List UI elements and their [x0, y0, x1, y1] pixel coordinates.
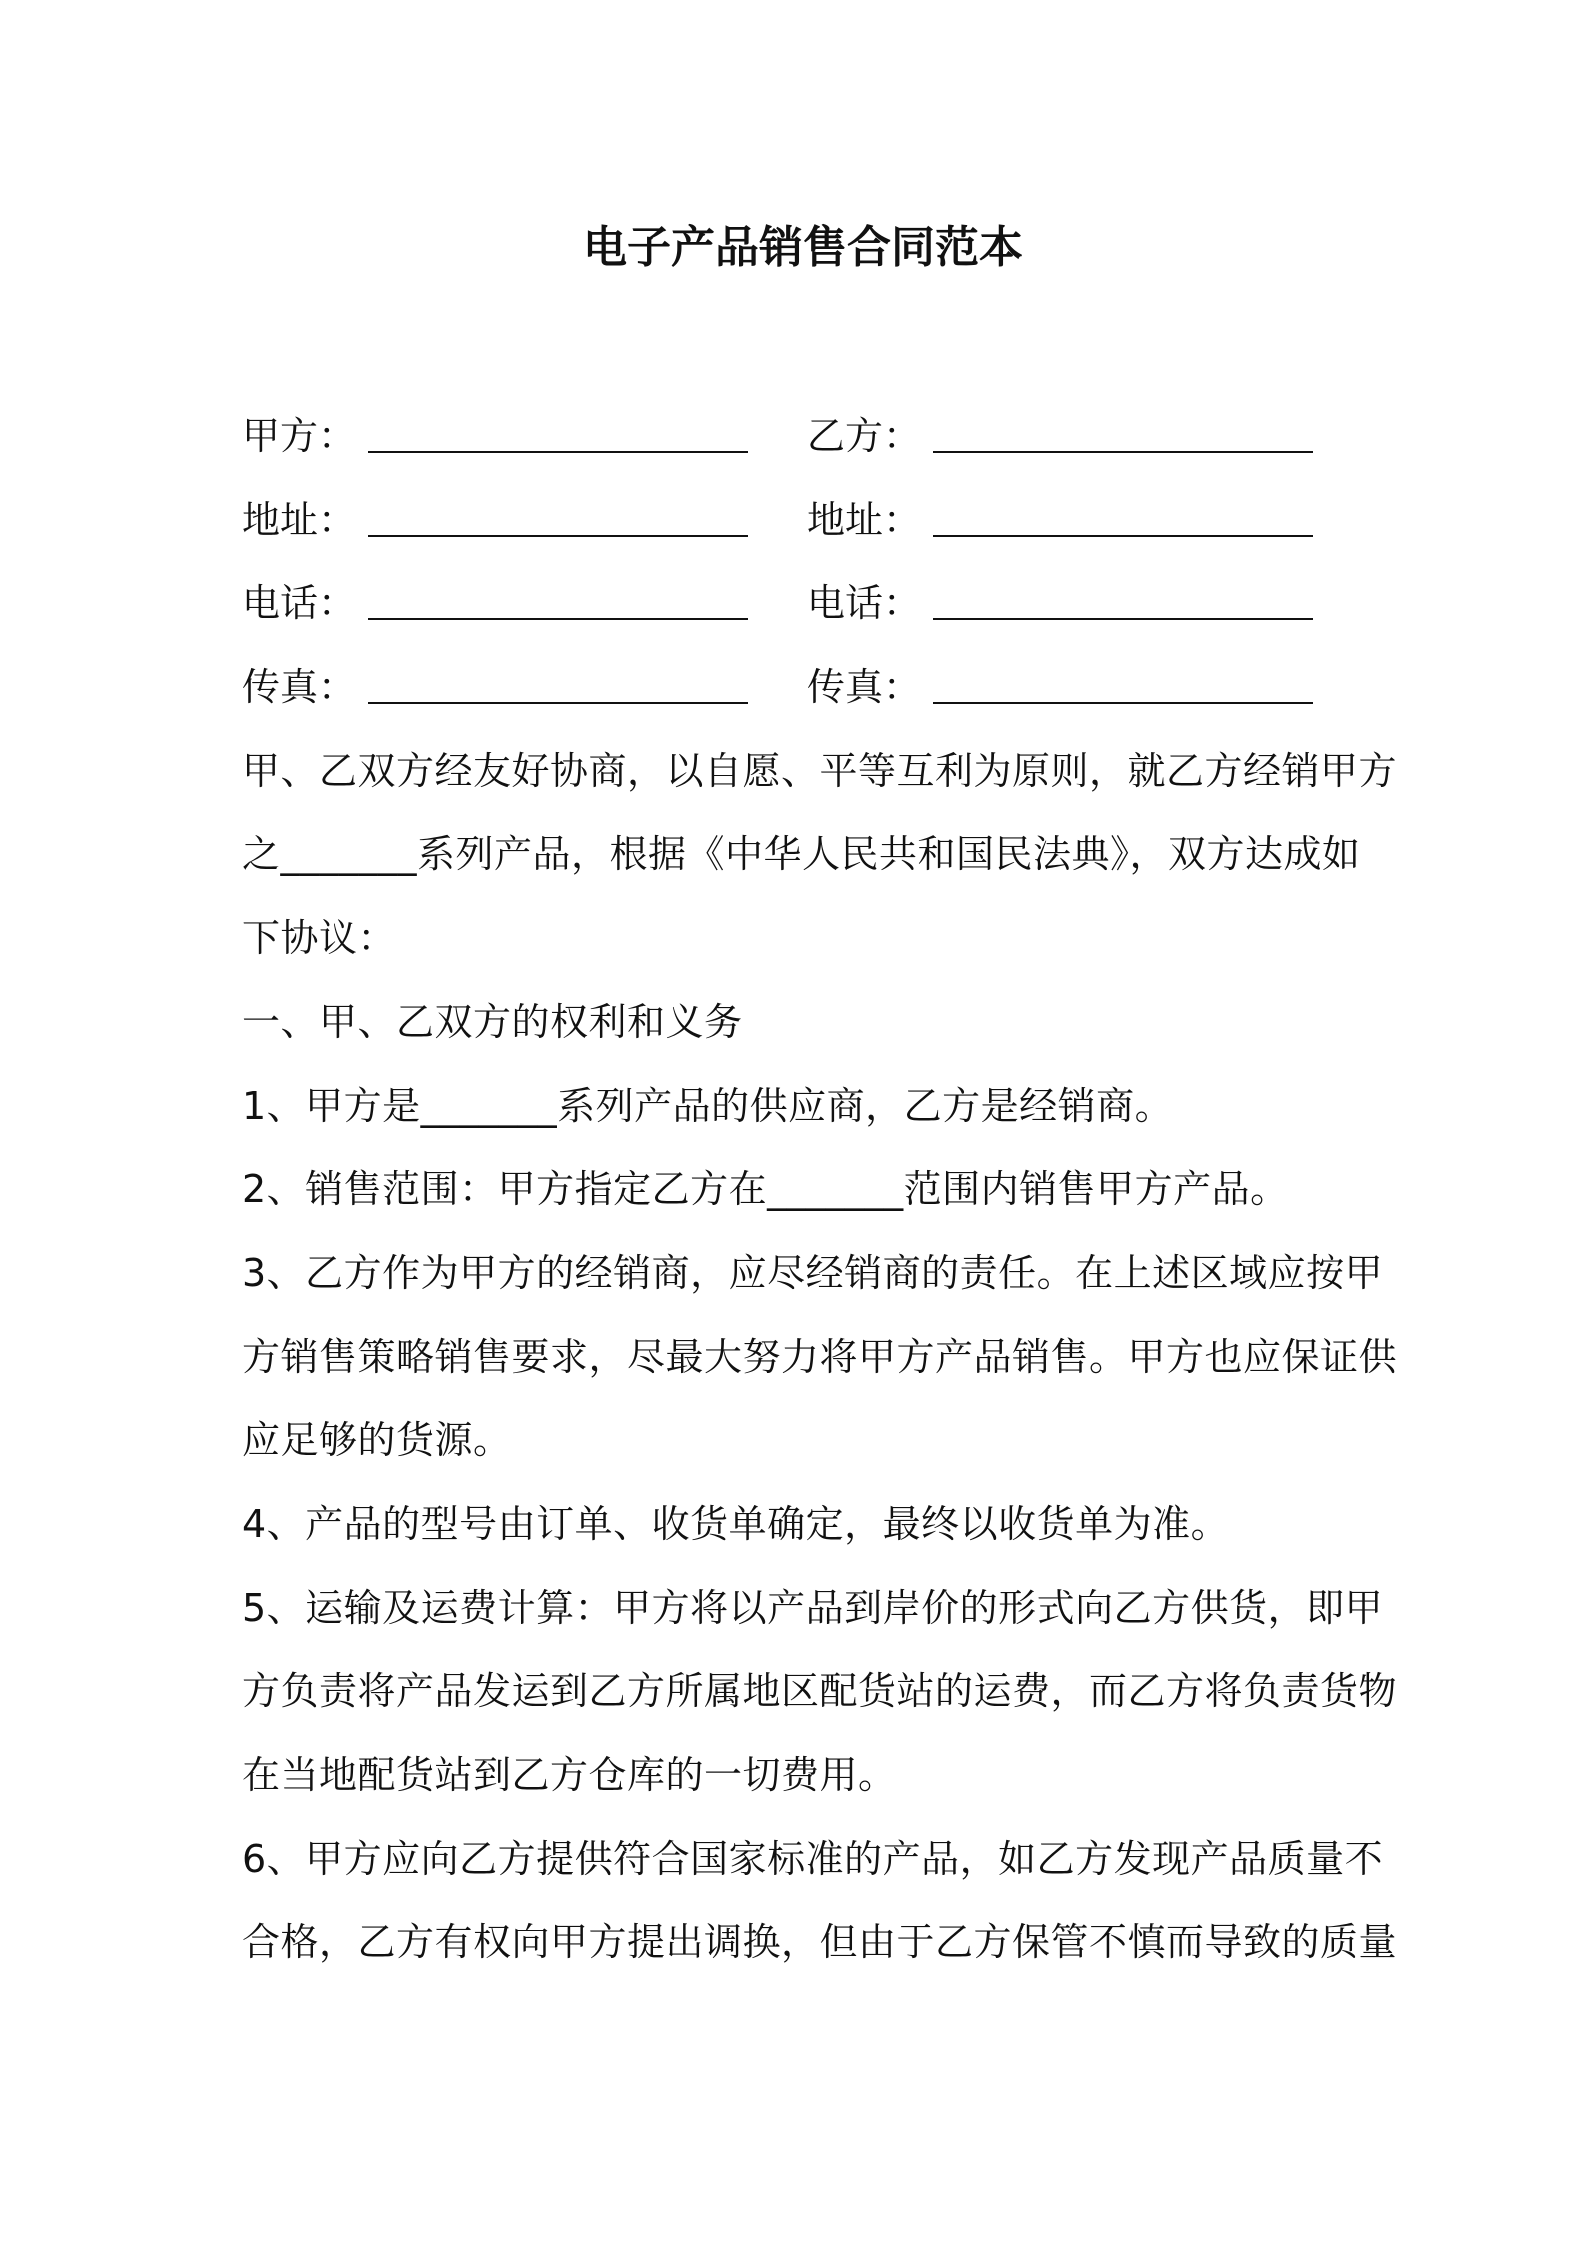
- text-line: 4、产品的型号由订单、收货单确定，最终以收货单为准。: [242, 1501, 1230, 1546]
- blank-underline: [933, 618, 1313, 620]
- party-field-left: [242, 646, 748, 730]
- party-field-row: [242, 646, 1372, 730]
- text-line: 甲、乙双方经友好协商，以自愿、平等互利为原则，就乙方经销甲方: [242, 748, 1398, 793]
- blank-underline: [368, 618, 748, 620]
- party-field-row: [242, 395, 1372, 479]
- text-line: 合格，乙方有权向甲方提出调换，但由于乙方保管不慎而导致的质量: [242, 1920, 1398, 1965]
- document-title: 电子产品销售合同范本: [583, 222, 1023, 273]
- party-field-right: [807, 395, 1313, 479]
- text-line: 之_______系列产品，根据《中华人民共和国民法典》，双方达成如: [242, 832, 1361, 877]
- party-field-right: [807, 562, 1313, 646]
- text-line: 下协议：: [242, 916, 397, 961]
- field-label: 乙方：: [807, 414, 922, 458]
- party-field-right: [807, 479, 1313, 563]
- text-line: 5、运输及运费计算：甲方将以产品到岸价的形式向乙方供货，即甲: [242, 1585, 1384, 1630]
- field-label: 甲方：: [242, 414, 357, 458]
- field-label: 地址：: [242, 497, 357, 542]
- text-line: 在当地配货站到乙方仓库的一切费用。: [242, 1753, 897, 1797]
- party-field-left: [242, 395, 748, 479]
- text-line: 应足够的货源。: [242, 1418, 512, 1463]
- party-field-row: [242, 479, 1372, 563]
- blank-underline: [933, 535, 1313, 537]
- blank-underline: [368, 451, 748, 453]
- party-field-left: [242, 479, 748, 563]
- text-line: 2、销售范围：甲方指定乙方在_______范围内销售甲方产品。: [242, 1167, 1289, 1212]
- blank-underline: [368, 702, 748, 704]
- party-field-left: [242, 562, 748, 646]
- text-line: 3、乙方作为甲方的经销商，应尽经销商的责任。在上述区域应按甲: [242, 1250, 1384, 1295]
- text-line: 一、甲、乙双方的权利和义务: [242, 999, 743, 1044]
- text-line: 1、甲方是_______系列产品的供应商，乙方是经销商。: [242, 1083, 1174, 1128]
- field-label: 电话：: [242, 581, 357, 626]
- text-line: 6、甲方应向乙方提供符合国家标准的产品，如乙方发现产品质量不: [242, 1836, 1384, 1881]
- blank-underline: [933, 702, 1313, 704]
- document-body: [242, 395, 1398, 1985]
- blank-underline: [933, 451, 1313, 453]
- party-field-right: [807, 646, 1313, 730]
- field-label: 电话：: [807, 581, 922, 626]
- blank-underline: [368, 535, 748, 537]
- field-label: 地址：: [807, 497, 922, 542]
- field-label: 传真：: [242, 665, 357, 710]
- text-line: 方负责将产品发运到乙方所属地区配货站的运费，而乙方将负责货物: [242, 1669, 1398, 1714]
- party-field-row: [242, 562, 1372, 646]
- field-label: 传真：: [807, 665, 922, 710]
- text-line: 方销售策略销售要求，尽最大努力将甲方产品销售。甲方也应保证供: [242, 1334, 1398, 1379]
